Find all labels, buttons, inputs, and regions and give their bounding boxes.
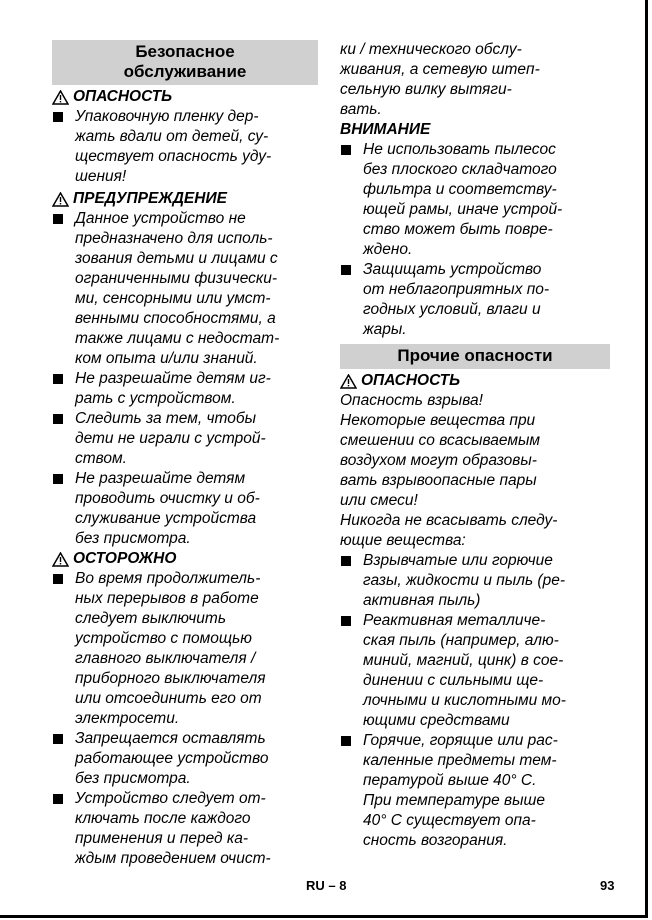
bullet-square-icon bbox=[53, 414, 63, 424]
right-column bbox=[340, 40, 610, 851]
list-item-text: Во время продолжитель- ных перерывов в работе следует выключить устройство с помощью главного выключателя / приборного выключателя или отсоединить его от электросети. bbox=[75, 570, 266, 727]
bullet-square-icon bbox=[341, 145, 351, 155]
footer-section-label: RU – 8 bbox=[306, 878, 347, 893]
list-item-text: Не использовать пылесос без плоского складчатого фильтра и соответству- ющей рамы, иначе устрой- ство может быть повре- ждено. bbox=[363, 141, 563, 258]
list-item bbox=[340, 551, 610, 611]
bullet-square-icon bbox=[53, 734, 63, 744]
list-item-text: Следить за тем, чтобы дети не играли с устрой- ством. bbox=[75, 410, 266, 467]
bullet-square-icon bbox=[341, 265, 351, 275]
attention-signal bbox=[340, 120, 610, 140]
bullet-square-icon bbox=[341, 556, 351, 566]
list-item-text: Реактивная металличе- ская пыль (например, алю- миний, магний, цинк) в сое- динении с сильными ще- лочными и кислотными мо- ющими средствами bbox=[363, 612, 566, 729]
list-item bbox=[52, 469, 318, 549]
list-item bbox=[52, 409, 318, 469]
warning-label: ПРЕДУПРЕЖДЕНИЕ bbox=[73, 190, 227, 207]
list-item-text: Запрещается оставлять работающее устройство без присмотра. bbox=[75, 730, 269, 787]
list-item-text: Данное устройство не предназначено для исполь- зования детьми и лицами с ограниченными физически- ми, сенсорными или умст- венными способностями, а также лицами с недостат- ком опыта и/или знаний. bbox=[75, 210, 280, 367]
list-item bbox=[52, 369, 318, 409]
list-item bbox=[52, 209, 318, 369]
bullet-square-icon bbox=[53, 794, 63, 804]
list-item bbox=[52, 729, 318, 789]
bullet-square-icon bbox=[341, 616, 351, 626]
bullet-square-icon bbox=[53, 474, 63, 484]
continuation-text: ки / технического обслу- живания, а сетевую штеп- сельную вилку вытяги- вать. bbox=[340, 41, 540, 118]
bullet-square-icon bbox=[53, 214, 63, 224]
warning-triangle-icon bbox=[52, 552, 69, 567]
section-heading-other-dangers: Прочие опасности bbox=[340, 344, 610, 369]
list-item-text: Устройство следует от- ключать после каждого применения и перед ка- ждым проведением очист- bbox=[75, 790, 271, 867]
list-item-text: Не разрешайте детям иг- рать с устройством. bbox=[75, 370, 271, 407]
list-item bbox=[52, 789, 318, 869]
bullet-square-icon bbox=[53, 574, 63, 584]
warning-triangle-icon bbox=[52, 90, 69, 105]
section-heading-safe-maintenance: Безопасное обслуживание bbox=[52, 40, 318, 85]
list-item bbox=[340, 611, 610, 731]
danger-signal bbox=[52, 87, 318, 107]
page-number: 93 bbox=[600, 878, 615, 893]
list-item-text: Не разрешайте детям проводить очистку и об- служивание устройства без присмотра. bbox=[75, 470, 260, 547]
list-item bbox=[52, 107, 318, 187]
danger-label: ОПАСНОСТЬ bbox=[73, 88, 173, 105]
bullet-square-icon bbox=[53, 374, 63, 384]
attention-label: ВНИМАНИЕ bbox=[340, 121, 431, 138]
caution-label: ОСТОРОЖНО bbox=[73, 550, 177, 567]
list-item-text: Защищать устройство от неблагоприятных по- годных условий, влаги и жары. bbox=[363, 261, 550, 338]
bullet-square-icon bbox=[341, 736, 351, 746]
list-item-text: Взрывчатые или горючие газы, жидкости и пыль (ре- активная пыль) bbox=[363, 552, 565, 609]
danger-signal bbox=[340, 371, 610, 391]
list-item bbox=[340, 140, 610, 260]
list-item-text: Упаковочную пленку дер- жать вдали от детей, су- ществует опасность уду- шения! bbox=[75, 108, 272, 185]
caution-signal bbox=[52, 549, 318, 569]
danger-intro-text: Опасность взрыва! Некоторые вещества при смешении со всасываемым воздухом могут образовы- вать взрывоопасные пары или смеси! Никогда не всасывать следу- ющие вещества: bbox=[340, 392, 558, 549]
left-column bbox=[52, 40, 318, 869]
bullet-square-icon bbox=[53, 112, 63, 122]
list-item-text: Горячие, горящие или рас- каленные предметы тем- пературой выше 40° C. При температуре выше 40° C существует опа- сность возгорания. bbox=[363, 732, 558, 849]
warning-triangle-icon bbox=[52, 192, 69, 207]
warning-triangle-icon bbox=[340, 374, 357, 389]
warning-signal bbox=[52, 189, 318, 209]
danger-label: ОПАСНОСТЬ bbox=[361, 372, 461, 389]
list-item bbox=[340, 731, 610, 851]
list-item bbox=[52, 569, 318, 729]
list-item bbox=[340, 260, 610, 340]
